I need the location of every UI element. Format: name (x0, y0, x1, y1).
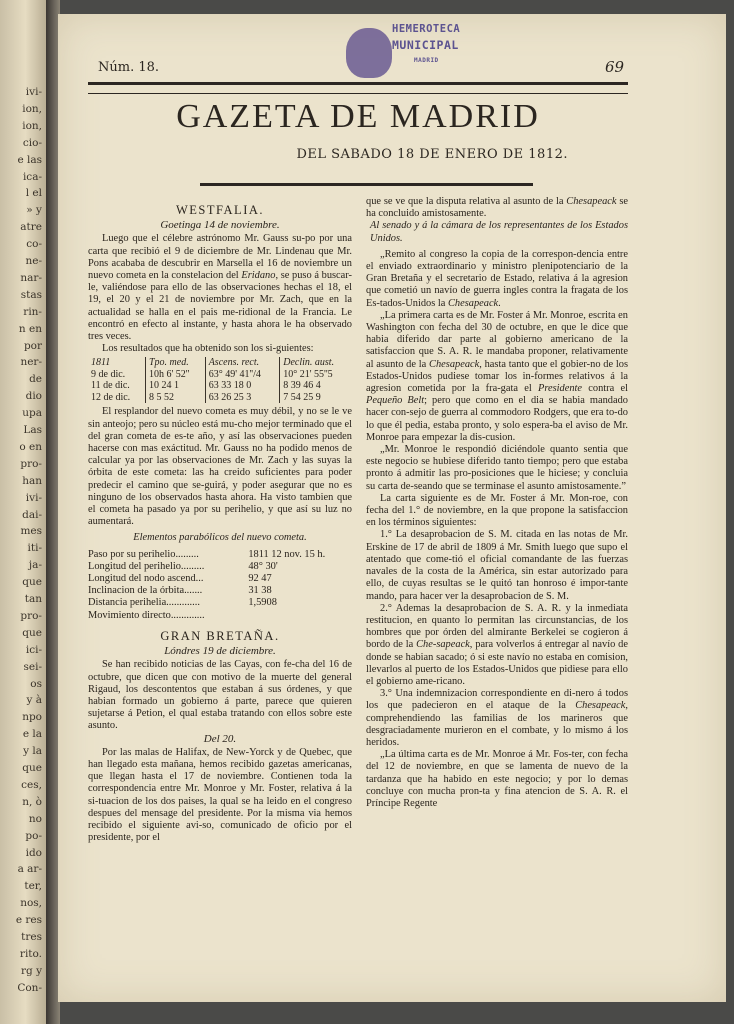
facing-page-fragment: ido (25, 846, 42, 859)
facing-page-fragment: dio (25, 390, 42, 403)
facing-page-fragment: ivi- (25, 491, 42, 504)
header-double-rule (88, 82, 628, 94)
observations-header-row (88, 357, 352, 369)
paragraph-results-intro: Los resultados que ha obtenido son los si-guientes: (102, 343, 314, 355)
facing-page-fragment: sei- (23, 660, 42, 673)
facing-page-fragment: rito. (19, 947, 42, 960)
address-heading: Al senado y á la cámara de los representantes de los Estados Unidos. (370, 220, 628, 244)
facing-page-fragment: han (22, 474, 42, 487)
column-left (88, 202, 352, 844)
facing-page-fragment: nar- (20, 271, 42, 284)
observations-table (88, 357, 352, 403)
facing-page-edge (0, 0, 46, 1024)
facing-page-fragment: po- (25, 829, 42, 842)
paragraph-carta-siguiente: La carta siguiente es de Mr. Foster á Mr. Mon-roe, con fecha del 1.° de noviembre, en la que propone la satisfaccion en los términos siguientes: (366, 492, 628, 529)
page-number: 69 (605, 58, 625, 76)
paragraph-term-1: 1.° La desaprobacion de S. M. citada en las notas de Mr. Erskine de 17 de abril de 1809 á Mr. Smith luego que supo el atentado que come-tió el oficial comandante de las fuerzas navales de la costa de la América, sin estar autorizado para ello, de cuyas resultas se le quitó tan honroso é impor-tante mando, para hacer ver la desaprobacion de S. M. (366, 529, 628, 602)
obs-cell: 10h 6' 52'' (146, 369, 206, 381)
paragraph-monroe-respondio: „Mr. Monroe le respondió diciéndole quanto sentia que este negocio se hubiese diferido tanto tiempo; pero que estaba pronto á admitir las pro-posiciones que le hiciese; y concluia su carta de-seando que se terminase el asunto amistosamente.” (366, 444, 628, 492)
facing-page-fragment: ne- (25, 255, 42, 267)
facing-page-fragment: n, ò (22, 795, 42, 808)
table-row (88, 549, 352, 561)
facing-page-fragment: ion, (22, 102, 42, 115)
facing-page-fragment: e res (15, 914, 42, 927)
facing-page-fragment: que (22, 576, 42, 589)
obs-cell: 10 24 1 (146, 380, 206, 392)
facing-page-fragment: npo (22, 711, 42, 724)
obs-cell: 9 de dic. (91, 368, 126, 380)
issue-number: Núm. 18. (98, 60, 160, 75)
table-row (88, 573, 352, 585)
facing-page-fragment: ja- (28, 559, 42, 572)
facing-page-fragment: mes (20, 525, 42, 538)
obs-cell: 11 de dic. (91, 380, 130, 392)
obs-cell: 63 26 25 3 (205, 392, 280, 404)
facing-page-fragment: no (28, 812, 42, 825)
facing-page-fragment: os (30, 677, 42, 690)
obs-cell: 12 de dic. (91, 391, 131, 403)
element-value: 48° 30' (248, 560, 278, 572)
element-label: Distancia perihelia............. (88, 597, 200, 609)
dateline-londres: Lóndres 19 de diciembre. (164, 645, 276, 658)
facing-page-fragment: y à (26, 694, 42, 707)
facing-page-fragment: atre (20, 221, 42, 234)
facing-page-fragment: upa (22, 407, 42, 420)
facing-page-fragment: que (22, 626, 42, 639)
issue-dateline: DEL SABADO 18 DE ENERO DE 1812. (296, 147, 568, 162)
element-value: 31 38 (248, 585, 272, 597)
table-row (88, 380, 352, 392)
element-value (242, 610, 352, 622)
paragraph-ultima-carta: „La última carta es de Mr. Monroe á Mr. Fos-ter, con fecha del 12 de noviembre, en que se lamenta de nuevo de la tardanza que ha habido en este negocio; y por lo demas concluye con mucha pron-ta y fina atencion de S. A. R. el Príncipe Regente (366, 749, 628, 809)
elements-table (88, 549, 352, 622)
obs-cell: 63° 49' 41''/4 (205, 369, 280, 381)
facing-page-fragment: pro- (20, 609, 42, 622)
library-stamp-seal (346, 28, 392, 78)
facing-page-fragment: co- (26, 238, 42, 251)
obs-header: 1811 (91, 357, 111, 369)
facing-page-fragment: cio- (22, 136, 42, 149)
element-label: Longitud del perihelio......... (88, 560, 205, 572)
paragraph-term-3: 3.° Una indemnizacion correspondiente en di-nero á todos los que padecieron en el ataque de la Chesapeack, comprehendiendo las familias de los marineros que desgraciadamente murieron en el combate, y lo mismo á los heridos. (366, 688, 628, 748)
facing-page-fragment: l el (25, 187, 42, 200)
table-row (88, 392, 352, 404)
element-label: Paso por su perihelio......... (88, 548, 199, 560)
paragraph-primera-carta: „La primera carta es de Mr. Foster á Mr. Monroe, escrita en Washington con fecha del 30 de octubre, en que le dice que habia diferido dar parte al gobierno americano de la satisfaccion que S. A. R. le mandaba proponer, relativamente al asunto de la Chesapeack, hasta tanto que el gobier-no de los Estados-Unidos pudiese tomar los in-formes relativos á la agresion cometida por la fra-gata el Presidente contra el Pequeño Belt; pero que como en el dia se habia mandado hacer con-sejo de guerra al commodoro Rodgers, que era to-do lo que él pedia, estaba pronto, y solo espera-ba el aviso de Mr. Monroe para empezar la dis-cusion. (366, 309, 629, 443)
paragraph-cayas: Se han recibido noticias de las Cayas, con fe-cha del 16 de octubre, que dicen que con motivo de la muerte del general Rigaud, los descontentos que estaban á sus órdenes, y que habian formado un gobierno á parte, parece que quieren sujetarse á Petion, el qual estaba tratando con ellos sobre este asunto. (88, 659, 352, 732)
facing-page-fragment: e las (17, 153, 42, 166)
paragraph-gauss: Luego que el célebre astrónomo Mr. Gauss su-po por una carta que recibió el 9 de diciembre de Mr. Lindenau que Mr. Pons acababa de descubrir en Marsella el 16 de noviembre un nuevo cometa en la constelacion del Eridano, se puso á buscar-le, valiéndose para ello de las observaciones hechas el 18, el 19, el 20 y el 21 de noviembre por Mr. Zach, que en la actualidad se halla en el pais me-ridional de la Francia. Le encontró en efecto al instante, y hasta ahora le ha observado tres veces. (88, 233, 352, 343)
obs-header: Tpo. med. (146, 357, 206, 369)
element-label: Movimiento directo............. (88, 609, 205, 621)
obs-header: Declin. aust. (280, 357, 352, 369)
paragraph-continuation: que se ve que la disputa relativa al asunto de la Chesapeack se ha concluido amistosamente. (366, 196, 628, 220)
table-row (88, 597, 352, 609)
facing-page-fragment: Las (23, 424, 42, 436)
header-rule (200, 183, 533, 186)
facing-page-fragment: stas (20, 288, 42, 301)
facing-page-fragment: » y (26, 204, 42, 217)
obs-cell: 8 39 46 4 (280, 380, 352, 392)
paragraph-remito: „Remito al congreso la copia de la correspon-dencia entre el enviado extraordinario y ministro plenipotenciario de la Gran Bretaña y el secretario de Estado, relativa á la agresion que cometió un navío de guerra ingles contra la fragata de los Es-tados-Unidos la Chesapeack. (366, 248, 628, 309)
element-value: 1,5908 (248, 597, 277, 609)
obs-cell: 8 5 52 (146, 392, 206, 404)
section-heading-westfalia: WESTFALIA. (175, 203, 265, 217)
dateline-del-20: Del 20. (203, 732, 237, 745)
facing-page-fragment: ces, (21, 778, 42, 791)
facing-page-fragment: ter, (24, 880, 42, 893)
facing-page-fragment: de (29, 373, 42, 386)
facing-page-fragment: ivi- (25, 86, 42, 98)
library-stamp-text (392, 23, 492, 67)
facing-page-fragment: nos, (20, 897, 42, 910)
facing-page-fragment: tres (21, 931, 42, 943)
facing-page-fragment: por (23, 339, 42, 352)
paragraph-term-2: 2.° Ademas la desaprobacion de S. A. R. y la inmediata restitucion, en quanto lo permitan las circunstancias, de los hombres que por órden del almirante Berkelei se cogieron á bordo de la Che-sapeack, para volverlos á entregar al navío de donde se habian sacado; ó si este navío no estaba en comision, llevarlos al puerto de los Estados-Unidos que pidiese para ello el gobierno ame-ricano. (366, 602, 628, 687)
facing-page-fragment: ici- (25, 643, 42, 656)
section-heading-gran-bretana: GRAN BRETAÑA. (160, 628, 280, 643)
dateline-gottinga: Goetinga 14 de noviembre. (160, 219, 280, 232)
facing-page-fragment: e la (22, 728, 42, 741)
facing-page-fragment: rg y (20, 964, 42, 977)
paragraph-comet-brightness: El resplandor del nuevo cometa es muy débil, y no se le ve sin anteojo; pero su núcleo está mu-cho mejor terminado que el del gran cometa de es-te año, y así las observaciones pueden hacerse con mas exáctitud. Mr. Gauss no ha podido menos de calcular ya por las observaciones de Mr. Zach y las suyas la órbita de este cometa: las ha creido suficientes para poder predecir el camino que se-guirá, y poder asegurar que no es ninguno de los observados hasta ahora. Ha visto tambien que el cometa ha pasado ya por su perihelio, y que así su luz no aumentará. (88, 406, 352, 528)
elements-caption: Elementos parabólicos del nuevo cometa. (133, 532, 307, 544)
stamp-line-3: MADRID (414, 57, 439, 64)
facing-page-fragment: a ar- (17, 863, 42, 876)
facing-page-fragment: ner- (20, 356, 42, 369)
element-label: Longitud del nodo ascend... (88, 573, 204, 585)
masthead-title: GAZETA DE MADRID (176, 98, 540, 135)
stamp-line-1: HEMEROTECA (392, 23, 461, 35)
facing-page-fragment: iti- (27, 542, 42, 555)
table-row (88, 369, 352, 381)
table-row (88, 561, 352, 573)
facing-page-fragment: dai- (22, 508, 42, 521)
obs-cell: 10° 21' 55''5 (280, 369, 352, 381)
table-row (88, 610, 352, 622)
facing-page-fragment: ion, (22, 119, 42, 132)
element-value: 1811 12 nov. 15 h. (248, 548, 326, 560)
obs-cell: 63 33 18 0 (205, 380, 280, 392)
stamp-line-2: MUNICIPAL (392, 38, 459, 52)
facing-page-fragment: n en (18, 322, 42, 335)
facing-page-fragment: Con- (17, 981, 42, 994)
paragraph-halifax: Por las malas de Halifax, de New-Yorck y de Quebec, que han llegado esta mañana, hemos recibido gazetas americanas, que llegan hasta el 17 de noviembre. Contienen toda la correspondencia entre Mr. Monroe y Mr. Foster, relativa á la si-tuacion de los dos paises, la qual se ha leido en el congreso despues del mensage del presidente. Por la misma via hemos recibido el siguiente avi-so, comunicado de oficio por el presidente, por el (88, 746, 352, 844)
element-value: 92 47 (248, 573, 272, 585)
facing-page-fragment: ica- (22, 170, 42, 183)
obs-header: Ascens. rect. (205, 357, 280, 369)
facing-page-fragment: tan (24, 593, 42, 605)
facing-page-fragment: y la (23, 745, 42, 758)
table-row (88, 585, 352, 597)
facing-page-fragment: o en (19, 440, 42, 453)
element-label: Inclinacion de la órbita....... (88, 585, 203, 597)
column-right (366, 196, 628, 810)
facing-page-fragment: rin- (23, 305, 42, 318)
facing-page-fragment: que (22, 762, 42, 774)
facing-page-fragment: pro- (20, 457, 42, 470)
obs-cell: 7 54 25 9 (280, 392, 352, 404)
